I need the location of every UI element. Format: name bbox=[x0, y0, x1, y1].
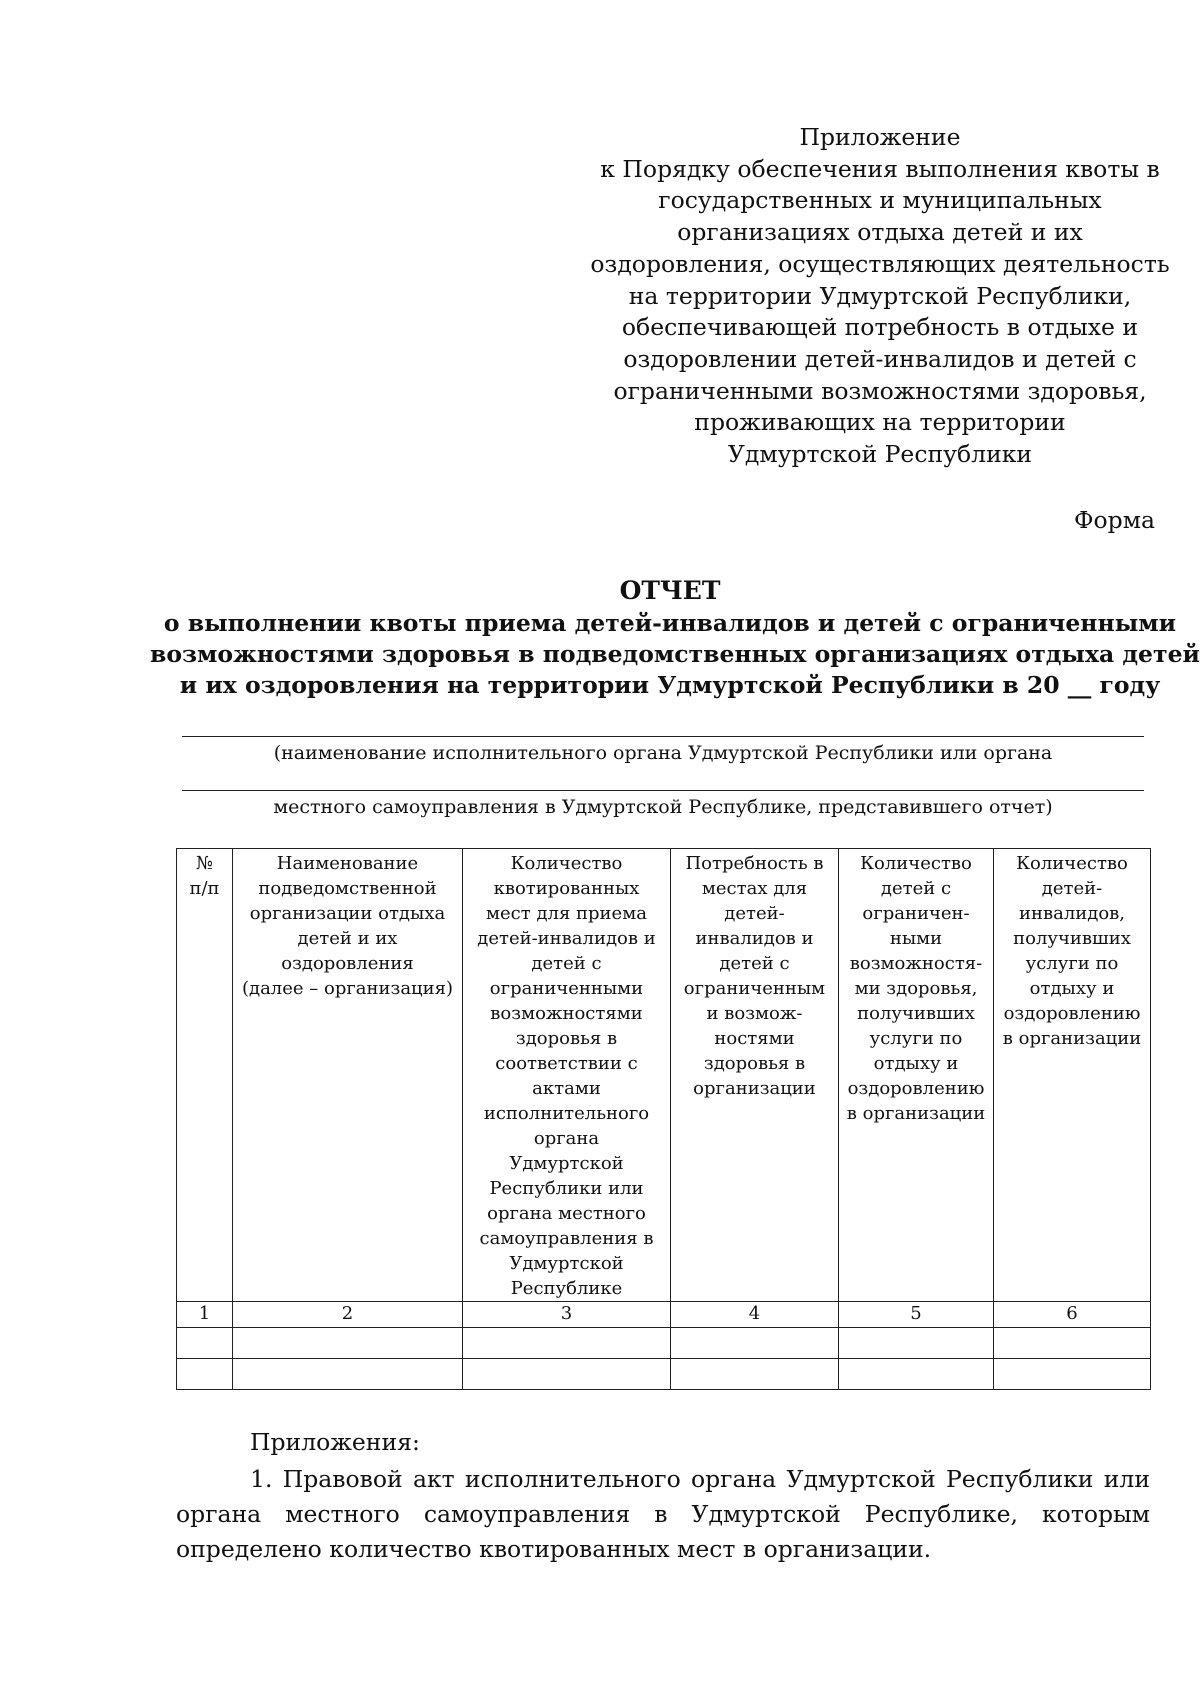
empty-cell bbox=[463, 1359, 671, 1390]
header-cell-number: № п/п bbox=[177, 849, 233, 1302]
appendix-line: оздоровления, осуществляющих деятельность bbox=[590, 249, 1170, 278]
table-header-row bbox=[177, 849, 1151, 1302]
report-subtitle bbox=[150, 608, 1200, 701]
header-cell-children-disabled: Количество детей- инвалидов, получивших услуги по отдыху и оздоровлению в организации bbox=[994, 849, 1151, 1302]
header-cell-organization: Наименование подведомственной организации отдыха детей и их оздоровления (далее – организация) bbox=[233, 849, 463, 1302]
header-cell-children-limited: Количество детей с ограничен- ными возможностя- ми здоровья, получивших услуги по отдыху и оздоровлению в организации bbox=[839, 849, 994, 1302]
appendix-line: ограниченными возможностями здоровья, bbox=[613, 376, 1147, 405]
appendix-line: государственных и муниципальных bbox=[658, 186, 1102, 215]
report-subtitle-line: возможностями здоровья в подведомственных организациях отдыха детей bbox=[150, 640, 1200, 668]
appendix-line: обеспечивающей потребность в отдыхе и bbox=[621, 313, 1139, 342]
report-title: ОТЧЕТ bbox=[619, 576, 721, 605]
table-row bbox=[177, 1359, 1151, 1390]
column-number: 1 bbox=[177, 1302, 233, 1328]
fill-in-caption-2: местного самоуправления в Удмуртской Республике, представившего отчет) bbox=[273, 796, 1053, 818]
annex-title: Приложения: bbox=[250, 1428, 420, 1456]
column-number: 2 bbox=[233, 1302, 463, 1328]
appendix-line: оздоровлении детей-инвалидов и детей с bbox=[623, 344, 1137, 373]
report-subtitle-line: о выполнении квоты приема детей-инвалидов и детей с ограниченными bbox=[163, 609, 1177, 637]
header-cell-demand: Потребность в местах для детей- инвалидов и детей с ограниченным и возмож- ностями здоровья в организации bbox=[671, 849, 839, 1302]
empty-cell bbox=[839, 1359, 994, 1390]
appendix-line: на территории Удмуртской Республики, bbox=[628, 281, 1132, 310]
fill-in-line-1 bbox=[182, 736, 1144, 737]
column-number: 4 bbox=[671, 1302, 839, 1328]
empty-cell bbox=[839, 1328, 994, 1359]
table-row bbox=[177, 1328, 1151, 1359]
appendix-line: проживающих на территории bbox=[694, 408, 1066, 437]
empty-cell bbox=[177, 1328, 233, 1359]
annex-item-1: 1. Правовой акт исполнительного органа Удмуртской Республики или органа местного самоуправления в Удмуртской Республике, которым определено количество квотированных мест в организации. bbox=[176, 1465, 1150, 1563]
empty-cell bbox=[671, 1328, 839, 1359]
empty-cell bbox=[463, 1328, 671, 1359]
appendix-line: организациях отдыха детей и их bbox=[677, 218, 1083, 247]
appendix-line: Удмуртской Республики bbox=[727, 440, 1033, 469]
empty-cell bbox=[994, 1328, 1151, 1359]
empty-cell bbox=[233, 1359, 463, 1390]
column-number-row bbox=[177, 1302, 1151, 1328]
appendix-line: Приложение bbox=[799, 123, 961, 151]
header-cell-quota-places: Количество квотированных мест для приема детей-инвалидов и детей с ограниченными возможностями здоровья в соответствии с актами исполнительного органа Удмуртской Республики или органа местного самоуправления в Удмуртской Республике bbox=[463, 849, 671, 1302]
column-number: 3 bbox=[463, 1302, 671, 1328]
fill-in-caption-1: (наименование исполнительного органа Удмуртской Республики или органа bbox=[273, 742, 1053, 764]
appendix-line: к Порядку обеспечения выполнения квоты в bbox=[600, 154, 1160, 183]
column-number: 6 bbox=[994, 1302, 1151, 1328]
report-subtitle-line: и их оздоровления на территории Удмуртской Республики в 20 __ году bbox=[179, 671, 1161, 699]
empty-cell bbox=[233, 1328, 463, 1359]
fill-in-line-2 bbox=[182, 790, 1144, 791]
column-number: 5 bbox=[839, 1302, 994, 1328]
empty-cell bbox=[177, 1359, 233, 1390]
form-label: Форма bbox=[1074, 506, 1155, 534]
empty-cell bbox=[994, 1359, 1151, 1390]
appendix-header bbox=[590, 122, 1170, 471]
empty-cell bbox=[671, 1359, 839, 1390]
report-table bbox=[176, 848, 1151, 1390]
